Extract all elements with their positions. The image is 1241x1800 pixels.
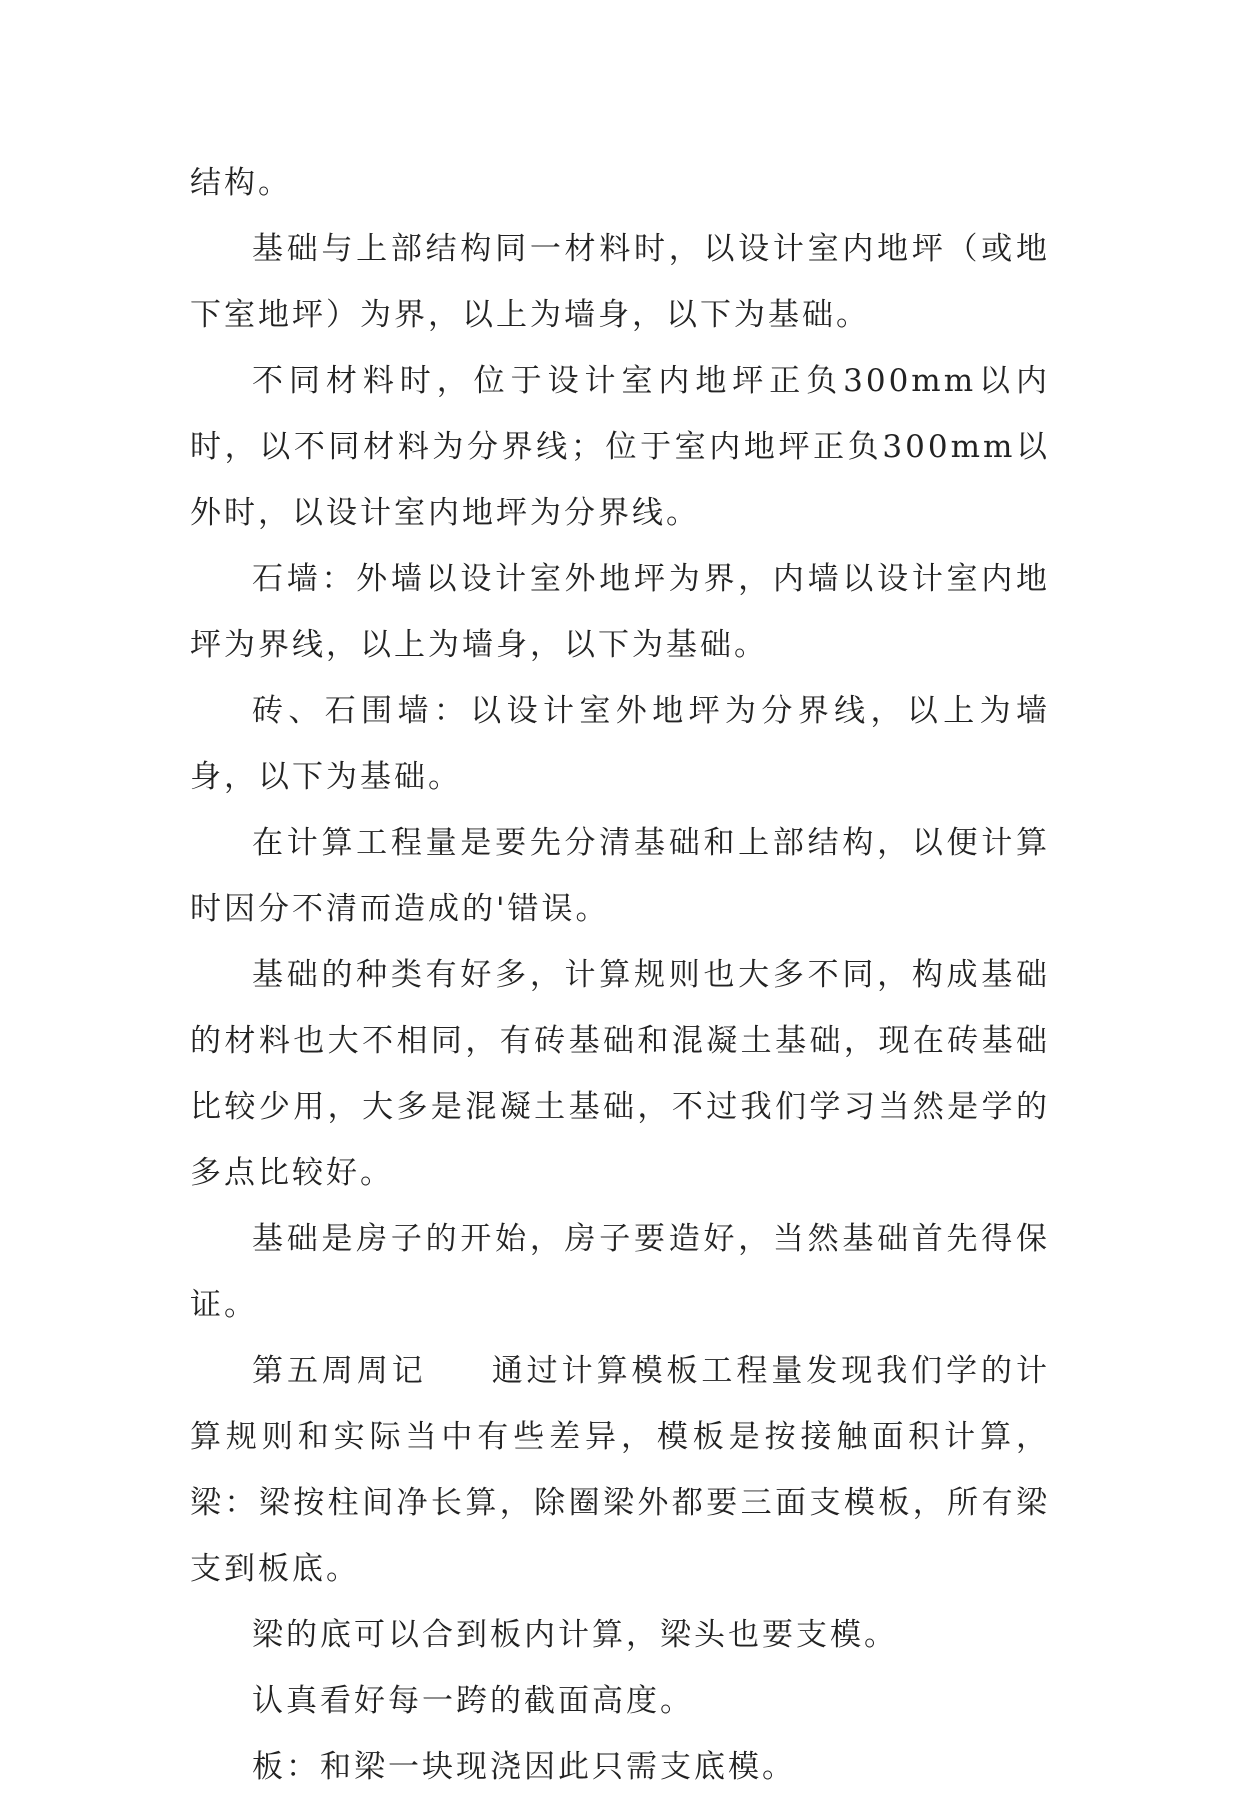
paragraph-foundation-start: 基础是房子的开始，房子要造好，当然基础首先得保证。 [190, 1221, 1050, 1323]
week5-heading: 第五周周记 [252, 1353, 427, 1389]
paragraph-section-height: 认真看好每一跨的截面高度。 [252, 1683, 694, 1719]
paragraph-slab: 板：和梁一块现浇因此只需支底模。 [252, 1749, 796, 1785]
paragraph-foundation-types: 基础的种类有好多，计算规则也大多不同，构成基础的材料也大不相同，有砖基础和混凝土基础，现在砖基础比较少用，大多是混凝土基础，不过我们学习当然是学的多点比较好。 [190, 957, 1050, 1191]
paragraph-foundation-same-material: 基础与上部结构同一材料时，以设计室内地坪（或地下室地坪）为界，以上为墙身，以下为基础。 [190, 231, 1050, 333]
paragraph-continuation: 结构。 [190, 165, 292, 201]
paragraph-beam-bottom: 梁的底可以合到板内计算，梁头也要支模。 [252, 1617, 898, 1653]
paragraph-week5 [190, 1338, 1050, 1602]
paragraph-different-material: 不同材料时，位于设计室内地坪正负300mm以内时，以不同材料为分界线；位于室内地坪正负300mm以外时，以设计室内地坪为分界线。 [190, 363, 1050, 531]
paragraph-stone-wall: 石墙：外墙以设计室外地坪为界，内墙以设计室内地坪为界线，以上为墙身，以下为基础。 [190, 561, 1050, 663]
paragraph-enclosure-wall: 砖、石围墙：以设计室外地坪为分界线，以上为墙身，以下为基础。 [190, 693, 1050, 795]
paragraph-distinguish: 在计算工程量是要先分清基础和上部结构，以便计算时因分不清而造成的'错误。 [190, 825, 1050, 927]
week5-body: 通过计算模板工程量发现我们学的计算规则和实际当中有些差异，模板是按接触面积计算，梁：梁按柱间净长算，除圈梁外都要三面支模板，所有梁支到板底。 [190, 1353, 1051, 1587]
document-page [190, 150, 1050, 1800]
